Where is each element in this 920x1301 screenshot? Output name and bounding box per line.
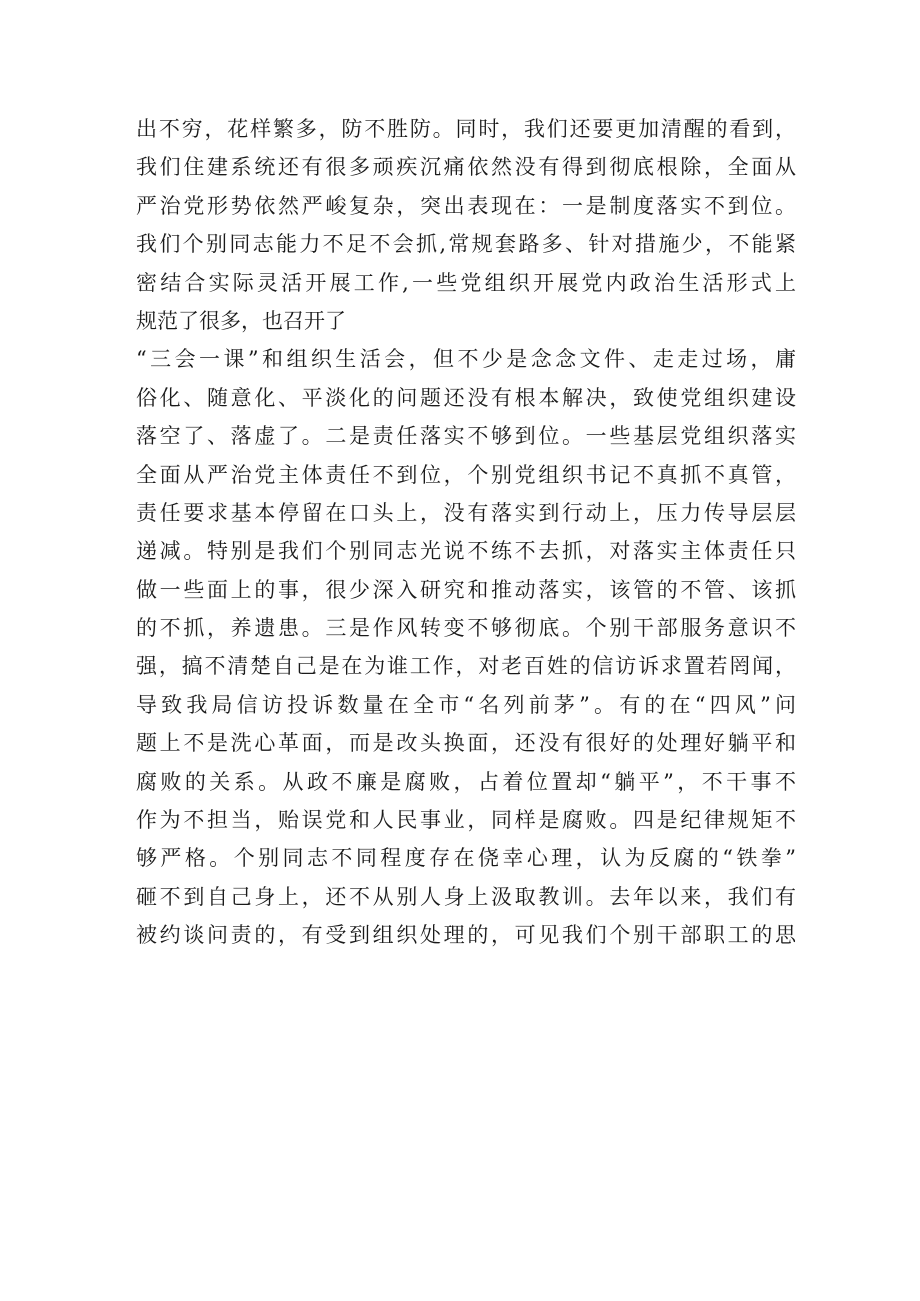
text-line-12: 递减。特别是我们个别同志光说不练不去抓，对落实主体责任只 xyxy=(136,539,796,564)
text-line-14: 的不抓，养遗患。三是作风转变不够彻底。个别干部服务意识不 xyxy=(136,616,796,641)
text-line-6: 规范了很多，也召开了 xyxy=(136,308,346,333)
text-line-1: 出不穷，花样繁多，防不胜防。同时，我们还要更加清醒的看到， xyxy=(136,117,796,141)
text-line-4: 我们个别同志能力不足不会抓,常规套路多、针对措施少，不能紧 xyxy=(136,232,796,257)
text-line-18: 腐败的关系。从政不廉是腐败，占着位置却“躺平”，不干事不 xyxy=(136,769,796,794)
text-line-20: 够严格。个别同志不同程度存在侥幸心理，认为反腐的“铁拳” xyxy=(136,846,796,871)
text-line-22: 被约谈问责的，有受到组织处理的，可见我们个别干部职工的思 xyxy=(136,923,796,948)
text-line-3: 严治党形势依然严峻复杂，突出表现在：一是制度落实不到位。 xyxy=(136,193,796,218)
text-line-16: 导致我局信访投诉数量在全市“名列前茅”。有的在“四风”问 xyxy=(136,692,796,717)
text-line-10: 全面从严治党主体责任不到位，个别党组织书记不真抓不真管， xyxy=(136,462,796,487)
text-line-7: “三会一课”和组织生活会，但不少是念念文件、走走过场，庸 xyxy=(136,347,796,372)
text-line-11: 责任要求基本停留在口头上，没有落实到行动上，压力传导层层 xyxy=(136,500,796,525)
text-line-21: 砸不到自己身上，还不从别人身上汲取教训。去年以来，我们有 xyxy=(136,884,796,909)
text-line-2: 我们住建系统还有很多顽疾沉痛依然没有得到彻底根除，全面从 xyxy=(136,155,796,180)
body-text xyxy=(136,110,796,955)
text-line-8: 俗化、随意化、平淡化的问题还没有根本解决，致使党组织建设 xyxy=(136,385,796,410)
text-line-5: 密结合实际灵活开展工作,一些党组织开展党内政治生活形式上 xyxy=(136,270,796,295)
text-line-13: 做一些面上的事，很少深入研究和推动落实，该管的不管、该抓 xyxy=(136,577,796,602)
text-line-17: 题上不是洗心革面，而是改头换面，还没有很好的处理好躺平和 xyxy=(136,731,796,756)
text-line-15: 强，搞不清楚自己是在为谁工作，对老百姓的信访诉求置若罔闻， xyxy=(136,654,796,679)
text-line-19: 作为不担当，贻误党和人民事业，同样是腐败。四是纪律规矩不 xyxy=(136,808,796,833)
text-line-9: 落空了、落虚了。二是责任落实不够到位。一些基层党组织落实 xyxy=(136,424,796,449)
